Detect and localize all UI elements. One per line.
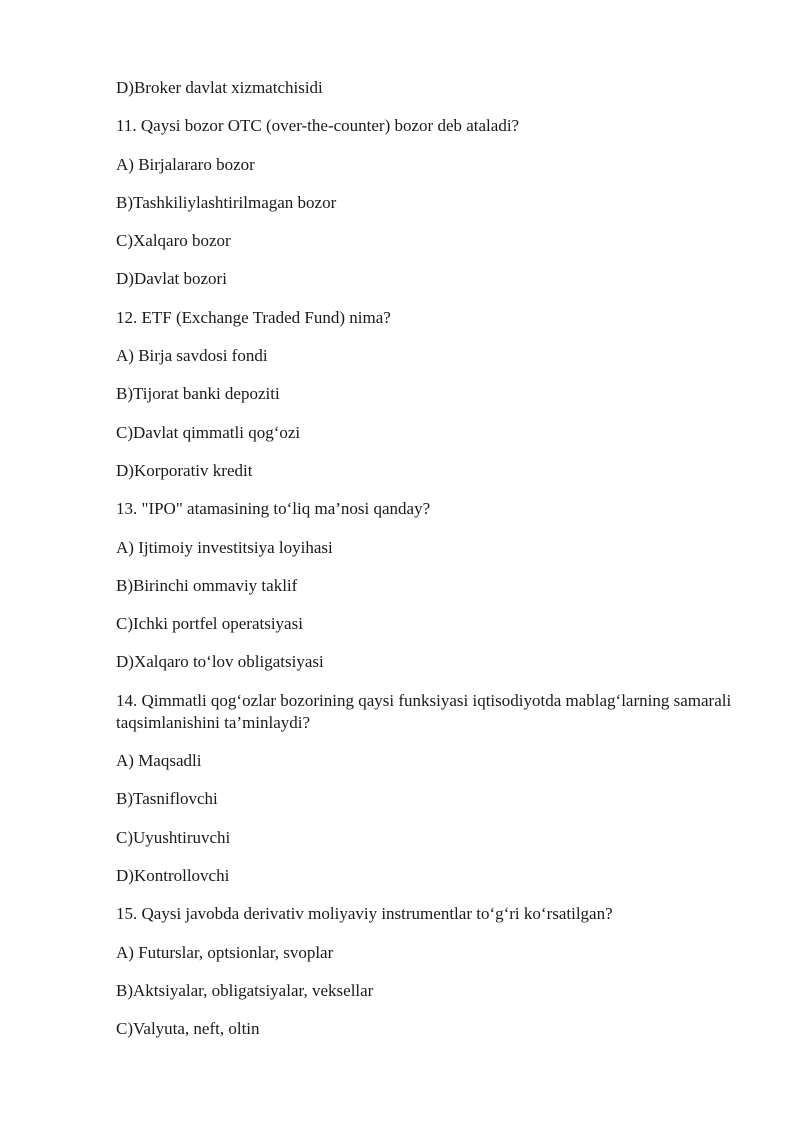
question-text: 12. ETF (Exchange Traded Fund) nima? [116, 307, 391, 327]
answer-option: D)Broker davlat xizmatchisidi [116, 78, 323, 97]
answer-option: D)Kontrollovchi [116, 865, 230, 885]
answer-option: B)Tijorat banki depoziti [116, 384, 280, 404]
question-text: 13. "IPO" atamasining to‘liq ma’nosi qanday? [116, 499, 431, 519]
question-text: 15. Qaysi javobda derivativ moliyaviy instrumentlar to‘g‘ri ko‘rsatilgan? [116, 904, 613, 924]
question-text: 11. Qaysi bozor OTC (over-the-counter) bozor deb ataladi? [116, 116, 520, 136]
answer-option: D)Korporativ kredit [116, 460, 253, 480]
answer-option: B)Aktsiyalar, obligatsiyalar, veksellar [116, 980, 374, 1000]
answer-option: A) Ijtimoiy investitsiya loyihasi [116, 537, 333, 557]
answer-option: B)Tasniflovchi [116, 789, 218, 809]
answer-option: A) Birjalararo bozor [116, 154, 255, 174]
answer-option: C)Davlat qimmatli qog‘ozi [116, 422, 301, 442]
answer-option: C)Ichki portfel operatsiyasi [116, 614, 303, 634]
answer-option: D)Davlat bozori [116, 269, 227, 289]
answer-option: B)Birinchi ommaviy taklif [116, 575, 298, 595]
answer-option: A) Maqsadli [116, 751, 202, 771]
answer-option: C)Xalqaro bozor [116, 231, 231, 251]
answer-option: A) Birja savdosi fondi [116, 346, 268, 366]
document-body [116, 77, 736, 1056]
answer-option: A) Futurslar, optsionlar, svoplar [116, 942, 334, 962]
answer-option: C)Valyuta, neft, oltin [116, 1019, 260, 1039]
question-text: 14. Qimmatli qog‘ozlar bozorining qaysi funksiyasi iqtisodiyotda mablag‘larning samarali taqsimlanishini ta’minlaydi? [116, 690, 732, 732]
answer-option: C)Uyushtiruvchi [116, 827, 231, 847]
answer-option: B)Tashkiliylashtirilmagan bozor [116, 192, 337, 212]
answer-option: D)Xalqaro to‘lov obligatsiyasi [116, 652, 324, 672]
